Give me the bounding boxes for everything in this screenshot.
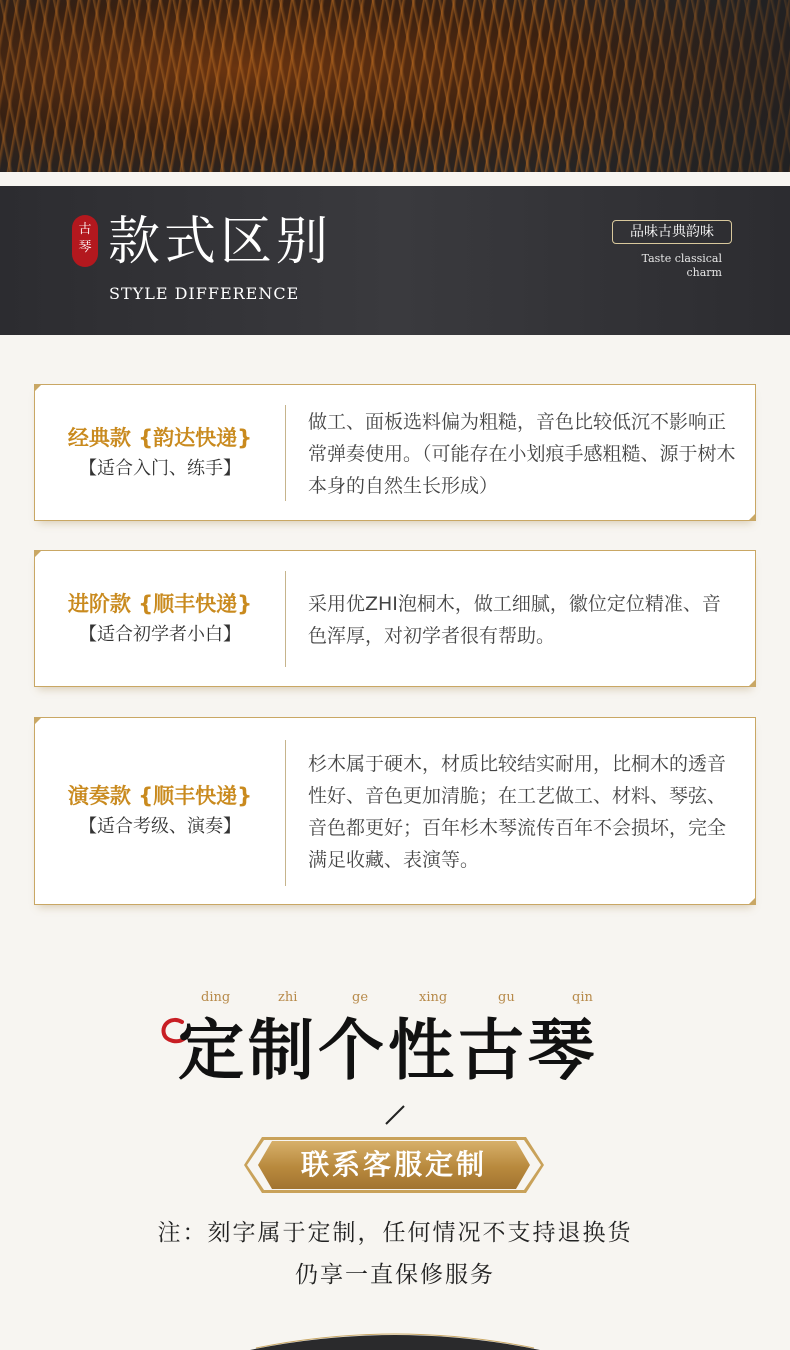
tagline-badge: 品味古典韵味 — [612, 220, 732, 244]
style-description: 做工、面板选料偏为粗糙，音色比较低沉不影响正常弹奏使用。（可能存在小划痕手感粗糙、源于树木本身的自然生长形成） — [308, 411, 736, 497]
card-divider — [285, 405, 286, 501]
section-subtitle: STYLE DIFFERENCE — [109, 284, 300, 303]
style-name: 进阶款 {顺丰快递} — [67, 591, 253, 616]
contact-service-label: 联系客服定制 — [300, 1148, 487, 1181]
style-tag: 【适合考级、演奏】 — [79, 816, 241, 837]
tagline-english: Taste classical charm — [641, 252, 722, 279]
card-divider — [285, 571, 286, 667]
style-card-advanced — [34, 550, 756, 687]
tassel-product-photo — [0, 0, 790, 172]
style-card-performance — [34, 717, 756, 905]
style-tag: 【适合入门、练手】 — [79, 457, 241, 479]
style-card-classic — [34, 384, 756, 521]
style-description: 杉木属于硬木，材质比较结实耐用，比桐木的透音性好、音色更加清脆；在工艺做工、材料、琴弦、音色都更好；百年杉木琴流传百年不会损坏，完全满足收藏、表演等。 — [308, 753, 727, 871]
style-description: 采用优ZHI泡桐木，做工细腻，徽位定位精准、音色浑厚，对初学者很有帮助。 — [308, 593, 721, 647]
custom-title: 定制个性古琴 — [178, 1011, 598, 1089]
bottom-decorative-arc — [250, 1326, 540, 1350]
style-name: 演奏款 {顺丰快递} — [67, 784, 253, 808]
pinyin-label: zhi — [278, 990, 298, 1005]
pinyin-label: gu — [498, 990, 515, 1005]
pinyin-label: ge — [352, 990, 369, 1005]
guqin-seal-logo: 古琴 — [72, 215, 98, 267]
note-line-1: 注：刻字属于定制，任何情况不支持退换货 — [157, 1220, 633, 1246]
note-line-2: 仍享一直保修服务 — [295, 1262, 495, 1288]
pinyin-label: ding — [201, 990, 231, 1005]
style-name: 经典款 {韵达快递} — [67, 425, 253, 450]
slash-divider-icon — [383, 1104, 407, 1126]
section-title: 款式区别 — [108, 212, 333, 272]
pinyin-label: xing — [419, 990, 448, 1005]
pinyin-label: qin — [572, 990, 593, 1005]
contact-service-button[interactable] — [244, 1137, 544, 1193]
style-tag: 【适合初学者小白】 — [79, 623, 241, 645]
card-divider — [285, 740, 286, 886]
